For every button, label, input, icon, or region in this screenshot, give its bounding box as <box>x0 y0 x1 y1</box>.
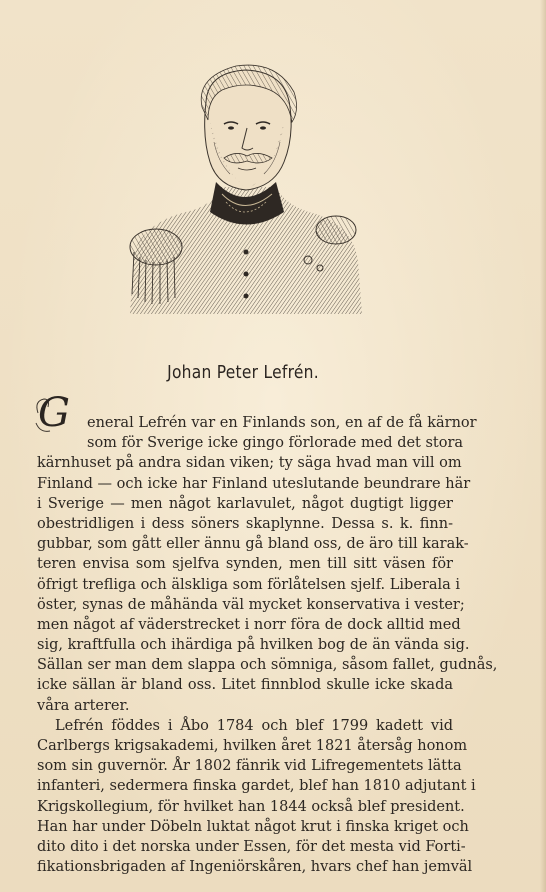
page-title: Johan Peter Lefrén. <box>167 362 319 383</box>
text-line: sig, kraftfulla och ihärdiga på hvilken bog de än vända sig. <box>37 637 470 654</box>
drop-cap-letter: G <box>38 390 70 436</box>
text-line: dito dito i det norska under Essen, för det mesta vid Forti- <box>37 838 466 855</box>
text-line: i Sverige — men något karlavulet, något dugtigt ligger <box>37 495 453 512</box>
text-line: icke sällan är bland oss. Litet finnblod skulle icke skada <box>37 677 453 694</box>
text-line: Krigskollegium, för hvilket han 1844 också blef president. <box>37 798 465 815</box>
text-line: våra arterer. <box>37 697 130 714</box>
text-line: eneral Lefrén var en Finlands son, en af de få kärnor <box>87 415 477 431</box>
text-line: obestridligen i dess söners skaplynne. Dessa s. k. finn- <box>37 515 453 532</box>
portrait-engraving <box>126 62 362 314</box>
text-line: kärnhuset på andra sidan viken; ty säga hvad man vill om <box>37 455 462 472</box>
page-edge-shadow <box>540 0 546 892</box>
portrait-icon <box>126 62 362 314</box>
text-line: öfrigt trefliga och älskliga som förlåtelsen sjelf. Liberala i <box>37 576 460 593</box>
text-line: teren envisa som sjelfva synden, men till sitt väsen för <box>37 556 453 573</box>
text-line: Sällan ser man dem slappa och sömniga, såsom fallet, gudnås, <box>37 657 498 674</box>
body-text <box>37 413 498 877</box>
text-line: fikationsbrigaden af Ingeniörskåren, hvars chef han jemväl <box>37 859 473 876</box>
text-line: som för Sverige icke gingo förlorade med det stora <box>87 435 464 452</box>
text-line: Carlbergs krigsakademi, hvilken året 1821 återsåg honom <box>37 738 468 754</box>
text-line: som sin guvernör. År 1802 fänrik vid Lifregementets lätta <box>37 758 462 775</box>
text-line: gubbar, som gått eller ännu gå bland oss, de äro till karak- <box>37 536 469 553</box>
text-line: Han har under Döbeln luktat något krut i finska kriget och <box>37 818 469 835</box>
text-line: Finland — och icke har Finland uteslutande beundrare här <box>37 475 471 492</box>
text-line: men något af väderstrecket i norr föra de dock alltid med <box>37 616 461 633</box>
text-line: infanteri, sedermera finska gardet, blef han 1810 adjutant i <box>37 778 476 795</box>
text-line: Lefrén föddes i Åbo 1784 och blef 1799 kadett vid <box>55 717 453 734</box>
text-line: öster, synas de måhända väl mycket konservativa i vester; <box>37 596 465 613</box>
